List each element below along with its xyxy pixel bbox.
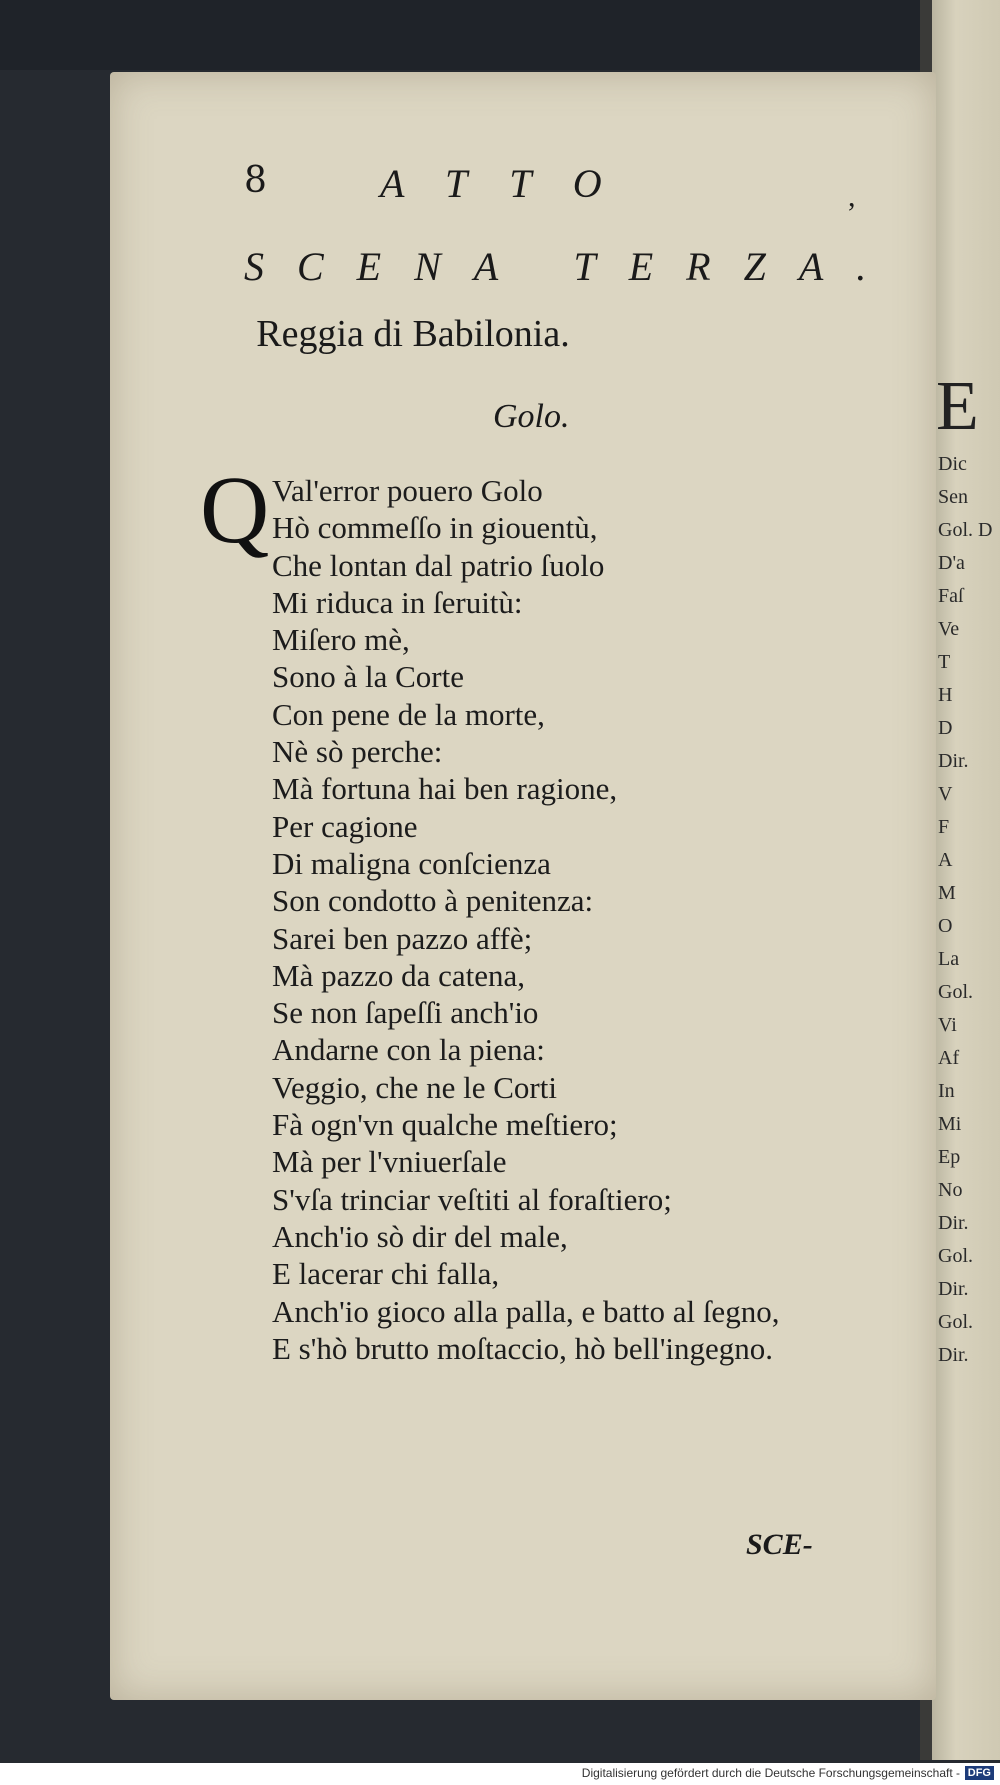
- verse-line: Andarne con la piena:: [272, 1032, 545, 1068]
- verse-line: Fà ogn'vn qualche meſtiero;: [272, 1107, 618, 1143]
- catchword: SCE-: [746, 1528, 813, 1561]
- facing-page-fragment: D'a: [938, 552, 965, 574]
- verse-line: Con pene de la morte,: [272, 696, 545, 732]
- facing-page-fragment: Dir.: [938, 1212, 969, 1234]
- verse-line: Sono à la Corte: [272, 659, 464, 695]
- facing-page-fragment: Ve: [938, 618, 960, 640]
- verse-line: Val'error pouero Golo: [272, 473, 543, 508]
- facing-page-fragment: Gol.: [938, 981, 973, 1003]
- facing-page-fragments: [938, 448, 992, 1372]
- verse-text: [272, 472, 779, 1367]
- facing-page-fragment: D: [938, 717, 953, 739]
- facing-page-fragment: Dir.: [938, 1344, 969, 1366]
- facing-page-fragment: Dic: [938, 453, 967, 475]
- facing-page-fragment: Faſ: [938, 585, 964, 607]
- verse-line: Mà fortuna hai ben ragione,: [272, 771, 618, 807]
- verse-line: Anch'io gioco alla palla, e batto al ſegno,: [272, 1293, 780, 1329]
- verse-line: Sarei ben pazzo affè;: [272, 920, 533, 956]
- verse-line: Per cagione: [272, 808, 418, 844]
- facing-page: [932, 0, 1000, 1760]
- facing-page-fragment: Gol.: [938, 1245, 973, 1267]
- scan-backdrop: [0, 0, 1000, 70]
- verse-line: Che lontan dal patrio ſuolo: [272, 547, 605, 583]
- facing-page-fragment: O: [938, 915, 953, 937]
- scene-heading: SCENA TERZA.: [244, 244, 900, 289]
- verse-line: Di maligna conſcienza: [272, 845, 551, 881]
- verse-line: E s'hò brutto moſtaccio, hò bell'ingegno.: [272, 1330, 774, 1366]
- verse-line: Mi riduca in ſeruitù:: [272, 584, 523, 620]
- verse-line: Mà pazzo da catena,: [272, 957, 526, 993]
- verse-line: Se non ſapeſſi anch'io: [272, 995, 539, 1031]
- facing-page-fragment: M: [938, 882, 956, 904]
- facing-page-fragment: Gol. D: [938, 519, 993, 541]
- verse-line: S'vſa trinciar veſtiti al foraſtiero;: [272, 1181, 672, 1217]
- dfg-logo: DFG: [965, 1766, 994, 1780]
- verse-line: Anch'io sò dir del male,: [272, 1218, 568, 1254]
- verse-line: Miſero mè,: [272, 622, 410, 658]
- facing-page-fragment: Ep: [938, 1146, 961, 1168]
- facing-page-fragment: V: [938, 783, 953, 805]
- footer-bar: [0, 1763, 1000, 1785]
- facing-page-fragment: H: [938, 684, 953, 706]
- verse-line: Hò commeſſo in giouentù,: [272, 510, 598, 546]
- speaker-name: Golo.: [493, 398, 570, 435]
- footer-credit: Digitalisierung gefördert durch die Deutsche Forschungsgemeinschaft -: [581, 1766, 960, 1780]
- verse-line: Veggio, che ne le Corti: [272, 1069, 557, 1105]
- corner-mark: ,: [848, 180, 856, 213]
- facing-page-fragment: Vi: [938, 1014, 957, 1036]
- running-head: ATTO: [380, 161, 644, 206]
- facing-page-fragment: Sen: [938, 486, 968, 508]
- facing-page-fragment: No: [938, 1179, 963, 1201]
- facing-page-fragment: Gol.: [938, 1311, 973, 1333]
- page-number: 8: [244, 160, 267, 201]
- facing-page-fragment: Mi: [938, 1113, 962, 1135]
- facing-page-fragment: T: [938, 651, 951, 673]
- facing-page-fragment: In: [938, 1080, 955, 1102]
- facing-page-fragment: Af: [938, 1047, 960, 1069]
- verse-line: E lacerar chi falla,: [272, 1256, 500, 1292]
- facing-page-initial: E: [936, 368, 979, 445]
- verse-line: Nè sò perche:: [272, 734, 443, 770]
- facing-page-fragment: F: [938, 816, 950, 838]
- facing-page-fragment: La: [938, 948, 960, 970]
- verse-line: Son condotto à penitenza:: [272, 883, 594, 919]
- scene-location: Reggia di Babilonia.: [256, 313, 570, 355]
- facing-page-fragment: A: [938, 849, 953, 871]
- facing-page-fragment: Dir.: [938, 750, 969, 772]
- verse-line: Mà per l'vniuerſale: [272, 1144, 507, 1180]
- drop-cap: Q: [200, 456, 270, 563]
- facing-page-fragment: Dir.: [938, 1278, 969, 1300]
